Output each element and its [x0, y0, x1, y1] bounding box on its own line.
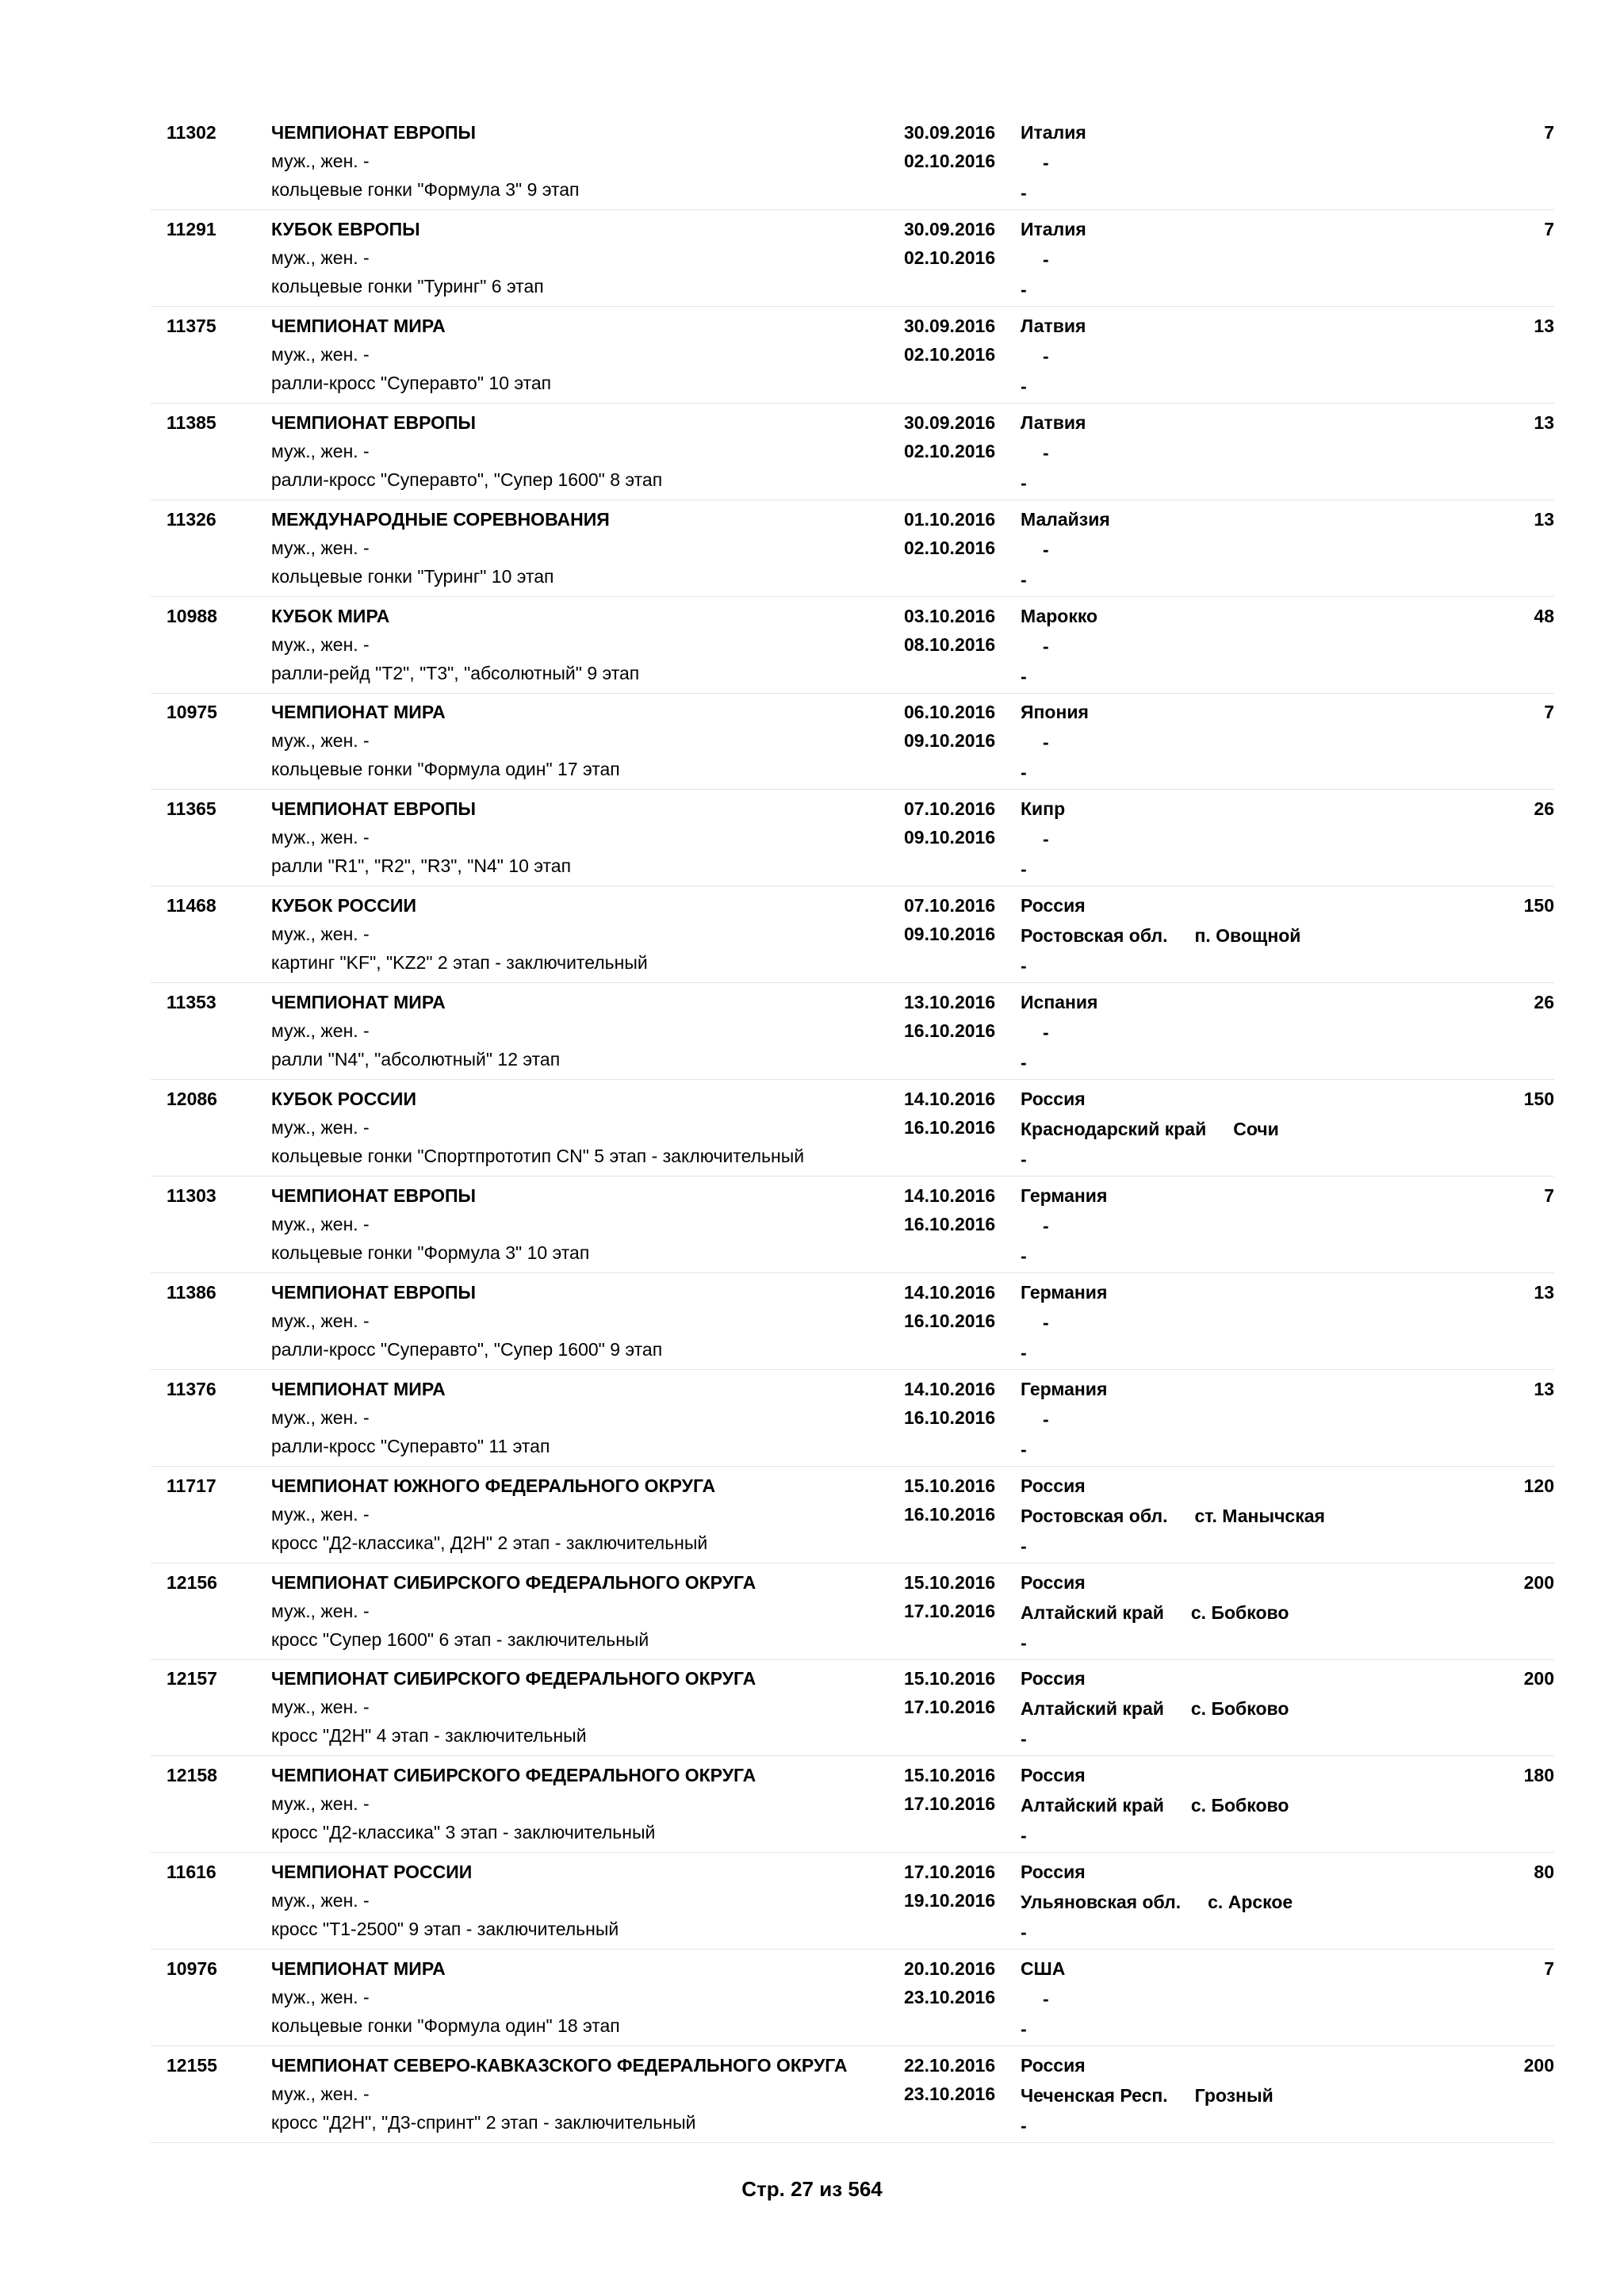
event-row	[151, 1853, 1554, 1950]
event-row	[151, 1467, 1554, 1563]
event-row	[151, 1177, 1554, 1273]
event-title: ЧЕМПИОНАТ РОССИИ	[271, 1862, 473, 1883]
event-discipline: кросс "Д2-классика" 3 этап - заключительный	[271, 1822, 656, 1843]
event-discipline: ралли-кросс "Суперавто", "Супер 1600" 9 этап	[271, 1338, 663, 1360]
event-id: 10976	[167, 1958, 217, 1980]
event-location	[1021, 345, 1049, 367]
event-country: Кипр	[1021, 798, 1066, 820]
event-date-end: 02.10.2016	[904, 440, 996, 461]
event-location	[1021, 1891, 1293, 1913]
event-country: Латвия	[1021, 411, 1086, 433]
event-row	[151, 2046, 1554, 2143]
event-region-dash: -	[1043, 1311, 1049, 1333]
event-title: ЧЕМПИОНАТ МИРА	[271, 315, 446, 336]
page-number: Стр. 27 из 564	[741, 2177, 883, 2201]
event-discipline: ралли-рейд "Т2", "Т3", "абсолютный" 9 этап	[271, 662, 640, 683]
event-gender: муж., жен. -	[271, 1600, 370, 1621]
event-id: 11353	[167, 992, 216, 1013]
event-location	[1021, 442, 1049, 464]
event-country: Марокко	[1021, 605, 1098, 626]
event-title: ЧЕМПИОНАТ МИРА	[271, 1958, 446, 1980]
event-location	[1021, 538, 1049, 561]
event-region: Алтайский край	[1021, 1795, 1164, 1816]
event-date-start: 14.10.2016	[904, 1281, 996, 1303]
event-date-start: 01.10.2016	[904, 508, 996, 530]
event-participants: 13	[1534, 1378, 1554, 1399]
event-discipline: кросс "Д2-классика", Д2Н" 2 этап - заключительный	[271, 1532, 708, 1553]
event-country: Латвия	[1021, 315, 1086, 336]
event-participants: 150	[1523, 1089, 1554, 1109]
event-gender: муж., жен. -	[271, 440, 370, 461]
event-region-dash: -	[1043, 1215, 1049, 1236]
event-location	[1021, 1794, 1289, 1816]
event-date-start: 17.10.2016	[904, 1862, 996, 1883]
event-row	[151, 1080, 1554, 1177]
event-extra-dash: -	[1021, 278, 1027, 300]
event-discipline: кросс "Д2Н", "Д3-спринт" 2 этап - заключительный	[271, 2112, 696, 2133]
event-gender: муж., жен. -	[271, 827, 370, 848]
event-country: Россия	[1021, 1475, 1086, 1496]
event-region-dash: -	[1043, 732, 1049, 753]
event-location	[1021, 248, 1049, 270]
event-country: Россия	[1021, 1862, 1086, 1883]
event-extra-dash: -	[1021, 182, 1027, 203]
event-region: Алтайский край	[1021, 1698, 1164, 1720]
event-date-end: 16.10.2016	[904, 1503, 996, 1525]
event-extra-dash: -	[1021, 665, 1027, 687]
event-country: Германия	[1021, 1378, 1108, 1399]
event-extra-dash: -	[1021, 1245, 1027, 1266]
event-date-end: 08.10.2016	[904, 633, 996, 655]
event-title: ЧЕМПИОНАТ ЮЖНОГО ФЕДЕРАЛЬНОГО ОКРУГА	[271, 1475, 716, 1496]
event-row	[151, 1950, 1554, 2046]
event-date-end: 16.10.2016	[904, 1406, 996, 1428]
event-title: ЧЕМПИОНАТ ЕВРОПЫ	[271, 798, 477, 820]
event-gender: муж., жен. -	[271, 1697, 370, 1718]
event-date-end: 17.10.2016	[904, 1697, 996, 1718]
event-id: 11717	[167, 1475, 216, 1496]
event-discipline: ралли-кросс "Суперавто", "Супер 1600" 8 этап	[271, 469, 663, 490]
event-date-end: 17.10.2016	[904, 1793, 996, 1815]
event-region-dash: -	[1043, 1022, 1049, 1043]
event-id: 11326	[167, 508, 216, 530]
event-region: Ульяновская обл.	[1021, 1892, 1182, 1913]
event-location	[1021, 1601, 1289, 1624]
event-title: ЧЕМПИОНАТ ЕВРОПЫ	[271, 1281, 477, 1303]
event-location	[1021, 828, 1049, 850]
event-gender: муж., жен. -	[271, 1020, 370, 1042]
event-discipline: кросс "Д2Н" 4 этап - заключительный	[271, 1725, 587, 1747]
event-region: Ростовская обл.	[1021, 925, 1168, 947]
event-location	[1021, 1118, 1279, 1140]
event-id: 10988	[167, 605, 217, 626]
event-title: ЧЕМПИОНАТ СИБИРСКОГО ФЕДЕРАЛЬНОГО ОКРУГА	[271, 1765, 756, 1786]
event-participants: 180	[1523, 1765, 1554, 1786]
event-id: 11468	[167, 895, 216, 916]
event-participants: 120	[1523, 1475, 1554, 1496]
event-date-start: 14.10.2016	[904, 1184, 996, 1206]
event-date-end: 09.10.2016	[904, 827, 996, 848]
event-row	[151, 307, 1554, 404]
event-row	[151, 597, 1554, 694]
event-country: Италия	[1021, 122, 1086, 143]
event-discipline: кросс "Т1-2500" 9 этап - заключительный	[271, 1919, 619, 1940]
event-participants: 13	[1534, 411, 1554, 433]
event-extra-dash: -	[1021, 1341, 1027, 1363]
event-participants: 200	[1523, 2055, 1554, 2076]
event-participants: 48	[1534, 605, 1554, 626]
event-country: Германия	[1021, 1281, 1108, 1303]
event-location	[1021, 1215, 1049, 1237]
event-date-end: 16.10.2016	[904, 1020, 996, 1042]
event-participants: 200	[1523, 1571, 1554, 1593]
event-city: с. Арское	[1208, 1892, 1293, 1913]
event-id: 11376	[167, 1378, 216, 1399]
event-location	[1021, 924, 1300, 947]
event-title: МЕЖДУНАРОДНЫЕ СОРЕВНОВАНИЯ	[271, 508, 610, 530]
event-gender: муж., жен. -	[271, 1503, 370, 1525]
event-date-end: 16.10.2016	[904, 1213, 996, 1234]
event-city: с. Бобково	[1190, 1795, 1289, 1816]
event-row	[151, 693, 1554, 790]
event-row	[151, 1370, 1554, 1467]
event-extra-dash: -	[1021, 762, 1027, 783]
event-extra-dash: -	[1021, 1438, 1027, 1460]
event-country: Россия	[1021, 1668, 1086, 1689]
event-id: 11616	[167, 1862, 216, 1883]
event-date-start: 14.10.2016	[904, 1378, 996, 1399]
event-region-dash: -	[1043, 152, 1049, 173]
event-date-start: 30.09.2016	[904, 218, 996, 239]
event-location	[1021, 1021, 1049, 1043]
event-gender: муж., жен. -	[271, 633, 370, 655]
event-date-end: 09.10.2016	[904, 924, 996, 945]
event-title: ЧЕМПИОНАТ МИРА	[271, 1378, 446, 1399]
event-extra-dash: -	[1021, 2019, 1027, 2040]
event-country: Испания	[1021, 992, 1098, 1013]
event-date-start: 30.09.2016	[904, 411, 996, 433]
event-row	[151, 983, 1554, 1080]
event-title: ЧЕМПИОНАТ ЕВРОПЫ	[271, 411, 477, 433]
event-region-dash: -	[1043, 1408, 1049, 1429]
event-location	[1021, 2084, 1274, 2107]
event-country: Россия	[1021, 1089, 1086, 1109]
event-title: КУБОК ЕВРОПЫ	[271, 218, 420, 239]
event-discipline: ралли-кросс "Суперавто" 10 этап	[271, 372, 552, 393]
event-row	[151, 1563, 1554, 1660]
event-city: Сочи	[1233, 1119, 1279, 1139]
event-city: с. Бобково	[1190, 1698, 1289, 1720]
event-extra-dash: -	[1021, 2115, 1027, 2136]
event-discipline: кольцевые гонки "Формула 3" 10 этап	[271, 1242, 590, 1263]
event-gender: муж., жен. -	[271, 151, 370, 171]
event-participants: 7	[1544, 702, 1554, 723]
event-discipline: кольцевые гонки "Формула один" 17 этап	[271, 759, 620, 780]
event-date-start: 07.10.2016	[904, 798, 996, 820]
event-id: 11365	[167, 798, 216, 820]
event-city: ст. Манычская	[1194, 1505, 1325, 1526]
event-row	[151, 1756, 1554, 1853]
event-location	[1021, 1408, 1049, 1430]
event-participants: 80	[1534, 1862, 1554, 1883]
event-date-end: 16.10.2016	[904, 1310, 996, 1331]
event-date-start: 22.10.2016	[904, 2055, 996, 2076]
event-extra-dash: -	[1021, 1825, 1027, 1846]
event-participants: 7	[1544, 218, 1554, 239]
event-date-start: 15.10.2016	[904, 1475, 996, 1496]
event-location	[1021, 1311, 1049, 1334]
event-participants: 150	[1523, 895, 1554, 916]
event-country: Россия	[1021, 1571, 1086, 1593]
event-date-end: 02.10.2016	[904, 151, 996, 171]
event-extra-dash: -	[1021, 1728, 1027, 1750]
event-location	[1021, 1697, 1289, 1720]
event-participants: 13	[1534, 508, 1554, 530]
event-id: 10975	[167, 702, 217, 723]
event-date-start: 30.09.2016	[904, 315, 996, 336]
event-title: ЧЕМПИОНАТ МИРА	[271, 992, 446, 1013]
event-participants: 13	[1534, 1281, 1554, 1303]
event-gender: муж., жен. -	[271, 1310, 370, 1331]
event-date-end: 02.10.2016	[904, 343, 996, 365]
event-participants: 7	[1544, 1184, 1554, 1206]
event-gender: муж., жен. -	[271, 1890, 370, 1911]
event-extra-dash: -	[1021, 1922, 1027, 1943]
event-country: США	[1021, 1958, 1066, 1980]
event-id: 11302	[167, 122, 216, 143]
event-country: Россия	[1021, 1765, 1086, 1786]
event-region-dash: -	[1043, 345, 1049, 366]
event-title: ЧЕМПИОНАТ ЕВРОПЫ	[271, 122, 477, 143]
event-row	[151, 1273, 1554, 1370]
event-location	[1021, 1988, 1049, 2010]
event-id: 11386	[167, 1281, 216, 1303]
event-gender: муж., жен. -	[271, 1793, 370, 1815]
event-discipline: кольцевые гонки "Формула один" 18 этап	[271, 2015, 620, 2037]
event-row	[151, 1659, 1554, 1756]
event-location	[1021, 635, 1049, 657]
event-region-dash: -	[1043, 1988, 1049, 2010]
event-row	[151, 113, 1554, 210]
event-title: ЧЕМПИОНАТ СИБИРСКОГО ФЕДЕРАЛЬНОГО ОКРУГА	[271, 1668, 756, 1689]
event-discipline: картинг "KF", "KZ2" 2 этап - заключительный	[271, 952, 648, 974]
event-id: 11385	[167, 411, 216, 433]
event-discipline: ралли "R1", "R2", "R3", "N4" 10 этап	[271, 855, 572, 877]
event-country: Малайзия	[1021, 508, 1110, 530]
event-date-end: 23.10.2016	[904, 1987, 996, 2008]
event-discipline: кольцевые гонки "Туринг" 6 этап	[271, 275, 544, 297]
event-date-end: 16.10.2016	[904, 1117, 996, 1138]
event-region: Алтайский край	[1021, 1601, 1164, 1623]
event-region: Чеченская Респ.	[1021, 2085, 1168, 2106]
event-region-dash: -	[1043, 828, 1049, 850]
event-date-start: 30.09.2016	[904, 122, 996, 143]
event-date-end: 17.10.2016	[904, 1600, 996, 1621]
event-participants: 13	[1534, 315, 1554, 336]
event-region-dash: -	[1043, 538, 1049, 560]
event-participants: 26	[1534, 992, 1554, 1013]
event-discipline: кольцевые гонки "Туринг" 10 этап	[271, 565, 554, 587]
event-country: Германия	[1021, 1184, 1108, 1206]
event-id: 11303	[167, 1184, 216, 1206]
event-date-start: 03.10.2016	[904, 605, 996, 626]
event-gender: муж., жен. -	[271, 730, 370, 752]
event-date-start: 07.10.2016	[904, 895, 996, 916]
event-id: 12158	[167, 1765, 217, 1786]
event-city: с. Бобково	[1190, 1601, 1289, 1623]
event-region-dash: -	[1043, 248, 1049, 270]
event-country: Италия	[1021, 218, 1086, 239]
event-title: ЧЕМПИОНАТ СЕВЕРО-КАВКАЗСКОГО ФЕДЕРАЛЬНОГО ОКРУГА	[271, 2055, 848, 2076]
event-discipline: ралли-кросс "Суперавто" 11 этап	[271, 1435, 550, 1456]
event-country: Россия	[1021, 895, 1086, 916]
event-date-end: 02.10.2016	[904, 247, 996, 268]
event-extra-dash: -	[1021, 859, 1027, 880]
event-extra-dash: -	[1021, 1149, 1027, 1169]
event-id: 12155	[167, 2055, 217, 2076]
event-city: п. Овощной	[1194, 925, 1301, 947]
event-date-start: 15.10.2016	[904, 1571, 996, 1593]
event-title: ЧЕМПИОНАТ МИРА	[271, 702, 446, 723]
event-gender: муж., жен. -	[271, 1406, 370, 1428]
event-row	[151, 500, 1554, 597]
event-gender: муж., жен. -	[271, 1117, 370, 1138]
event-extra-dash: -	[1021, 568, 1027, 590]
event-row	[151, 790, 1554, 886]
event-row	[151, 404, 1554, 500]
event-id: 11291	[167, 218, 216, 239]
event-date-start: 13.10.2016	[904, 992, 996, 1013]
event-city: Грозный	[1194, 2085, 1274, 2106]
event-date-end: 09.10.2016	[904, 730, 996, 752]
event-region-dash: -	[1043, 635, 1049, 656]
event-location	[1021, 1505, 1325, 1527]
event-region-dash: -	[1043, 442, 1049, 463]
event-extra-dash: -	[1021, 1052, 1027, 1073]
event-date-end: 23.10.2016	[904, 2084, 996, 2104]
event-title: КУБОК РОССИИ	[271, 1089, 416, 1109]
event-extra-dash: -	[1021, 375, 1027, 396]
event-participants: 26	[1534, 798, 1554, 820]
event-id: 12156	[167, 1571, 217, 1593]
event-discipline: кросс "Супер 1600" 6 этап - заключительный	[271, 1628, 649, 1650]
event-gender: муж., жен. -	[271, 2084, 370, 2104]
event-location	[1021, 151, 1049, 174]
event-date-start: 15.10.2016	[904, 1765, 996, 1786]
event-id: 12157	[167, 1668, 217, 1689]
event-title: КУБОК МИРА	[271, 605, 390, 626]
event-date-end: 19.10.2016	[904, 1890, 996, 1911]
event-row	[151, 886, 1554, 983]
event-title: КУБОК РОССИИ	[271, 895, 416, 916]
event-region: Краснодарский край	[1021, 1119, 1207, 1139]
event-gender: муж., жен. -	[271, 1213, 370, 1234]
event-extra-dash: -	[1021, 1535, 1027, 1556]
event-extra-dash: -	[1021, 1632, 1027, 1653]
event-gender: муж., жен. -	[271, 537, 370, 558]
event-participants: 7	[1544, 1958, 1554, 1980]
event-region: Ростовская обл.	[1021, 1505, 1168, 1526]
event-gender: муж., жен. -	[271, 247, 370, 268]
event-date-start: 20.10.2016	[904, 1958, 996, 1980]
event-discipline: ралли "N4", "абсолютный" 12 этап	[271, 1049, 561, 1070]
event-title: ЧЕМПИОНАТ СИБИРСКОГО ФЕДЕРАЛЬНОГО ОКРУГА	[271, 1571, 756, 1593]
event-date-start: 06.10.2016	[904, 702, 996, 723]
event-id: 12086	[167, 1089, 217, 1109]
event-participants: 7	[1544, 122, 1554, 143]
event-country: Россия	[1021, 2055, 1086, 2076]
event-date-end: 02.10.2016	[904, 537, 996, 558]
event-discipline: кольцевые гонки "Спортпрототип CN" 5 этап - заключительный	[271, 1146, 805, 1166]
event-title: ЧЕМПИОНАТ ЕВРОПЫ	[271, 1184, 477, 1206]
event-country: Япония	[1021, 702, 1089, 723]
event-participants: 200	[1523, 1668, 1554, 1689]
event-date-start: 14.10.2016	[904, 1089, 996, 1109]
event-gender: муж., жен. -	[271, 343, 370, 365]
event-gender: муж., жен. -	[271, 1987, 370, 2008]
event-extra-dash: -	[1021, 955, 1027, 977]
event-location	[1021, 731, 1049, 753]
event-id: 11375	[167, 315, 216, 336]
event-date-start: 15.10.2016	[904, 1668, 996, 1689]
event-extra-dash: -	[1021, 472, 1027, 493]
event-gender: муж., жен. -	[271, 924, 370, 945]
event-row	[151, 210, 1554, 307]
event-discipline: кольцевые гонки "Формула 3" 9 этап	[271, 179, 580, 200]
